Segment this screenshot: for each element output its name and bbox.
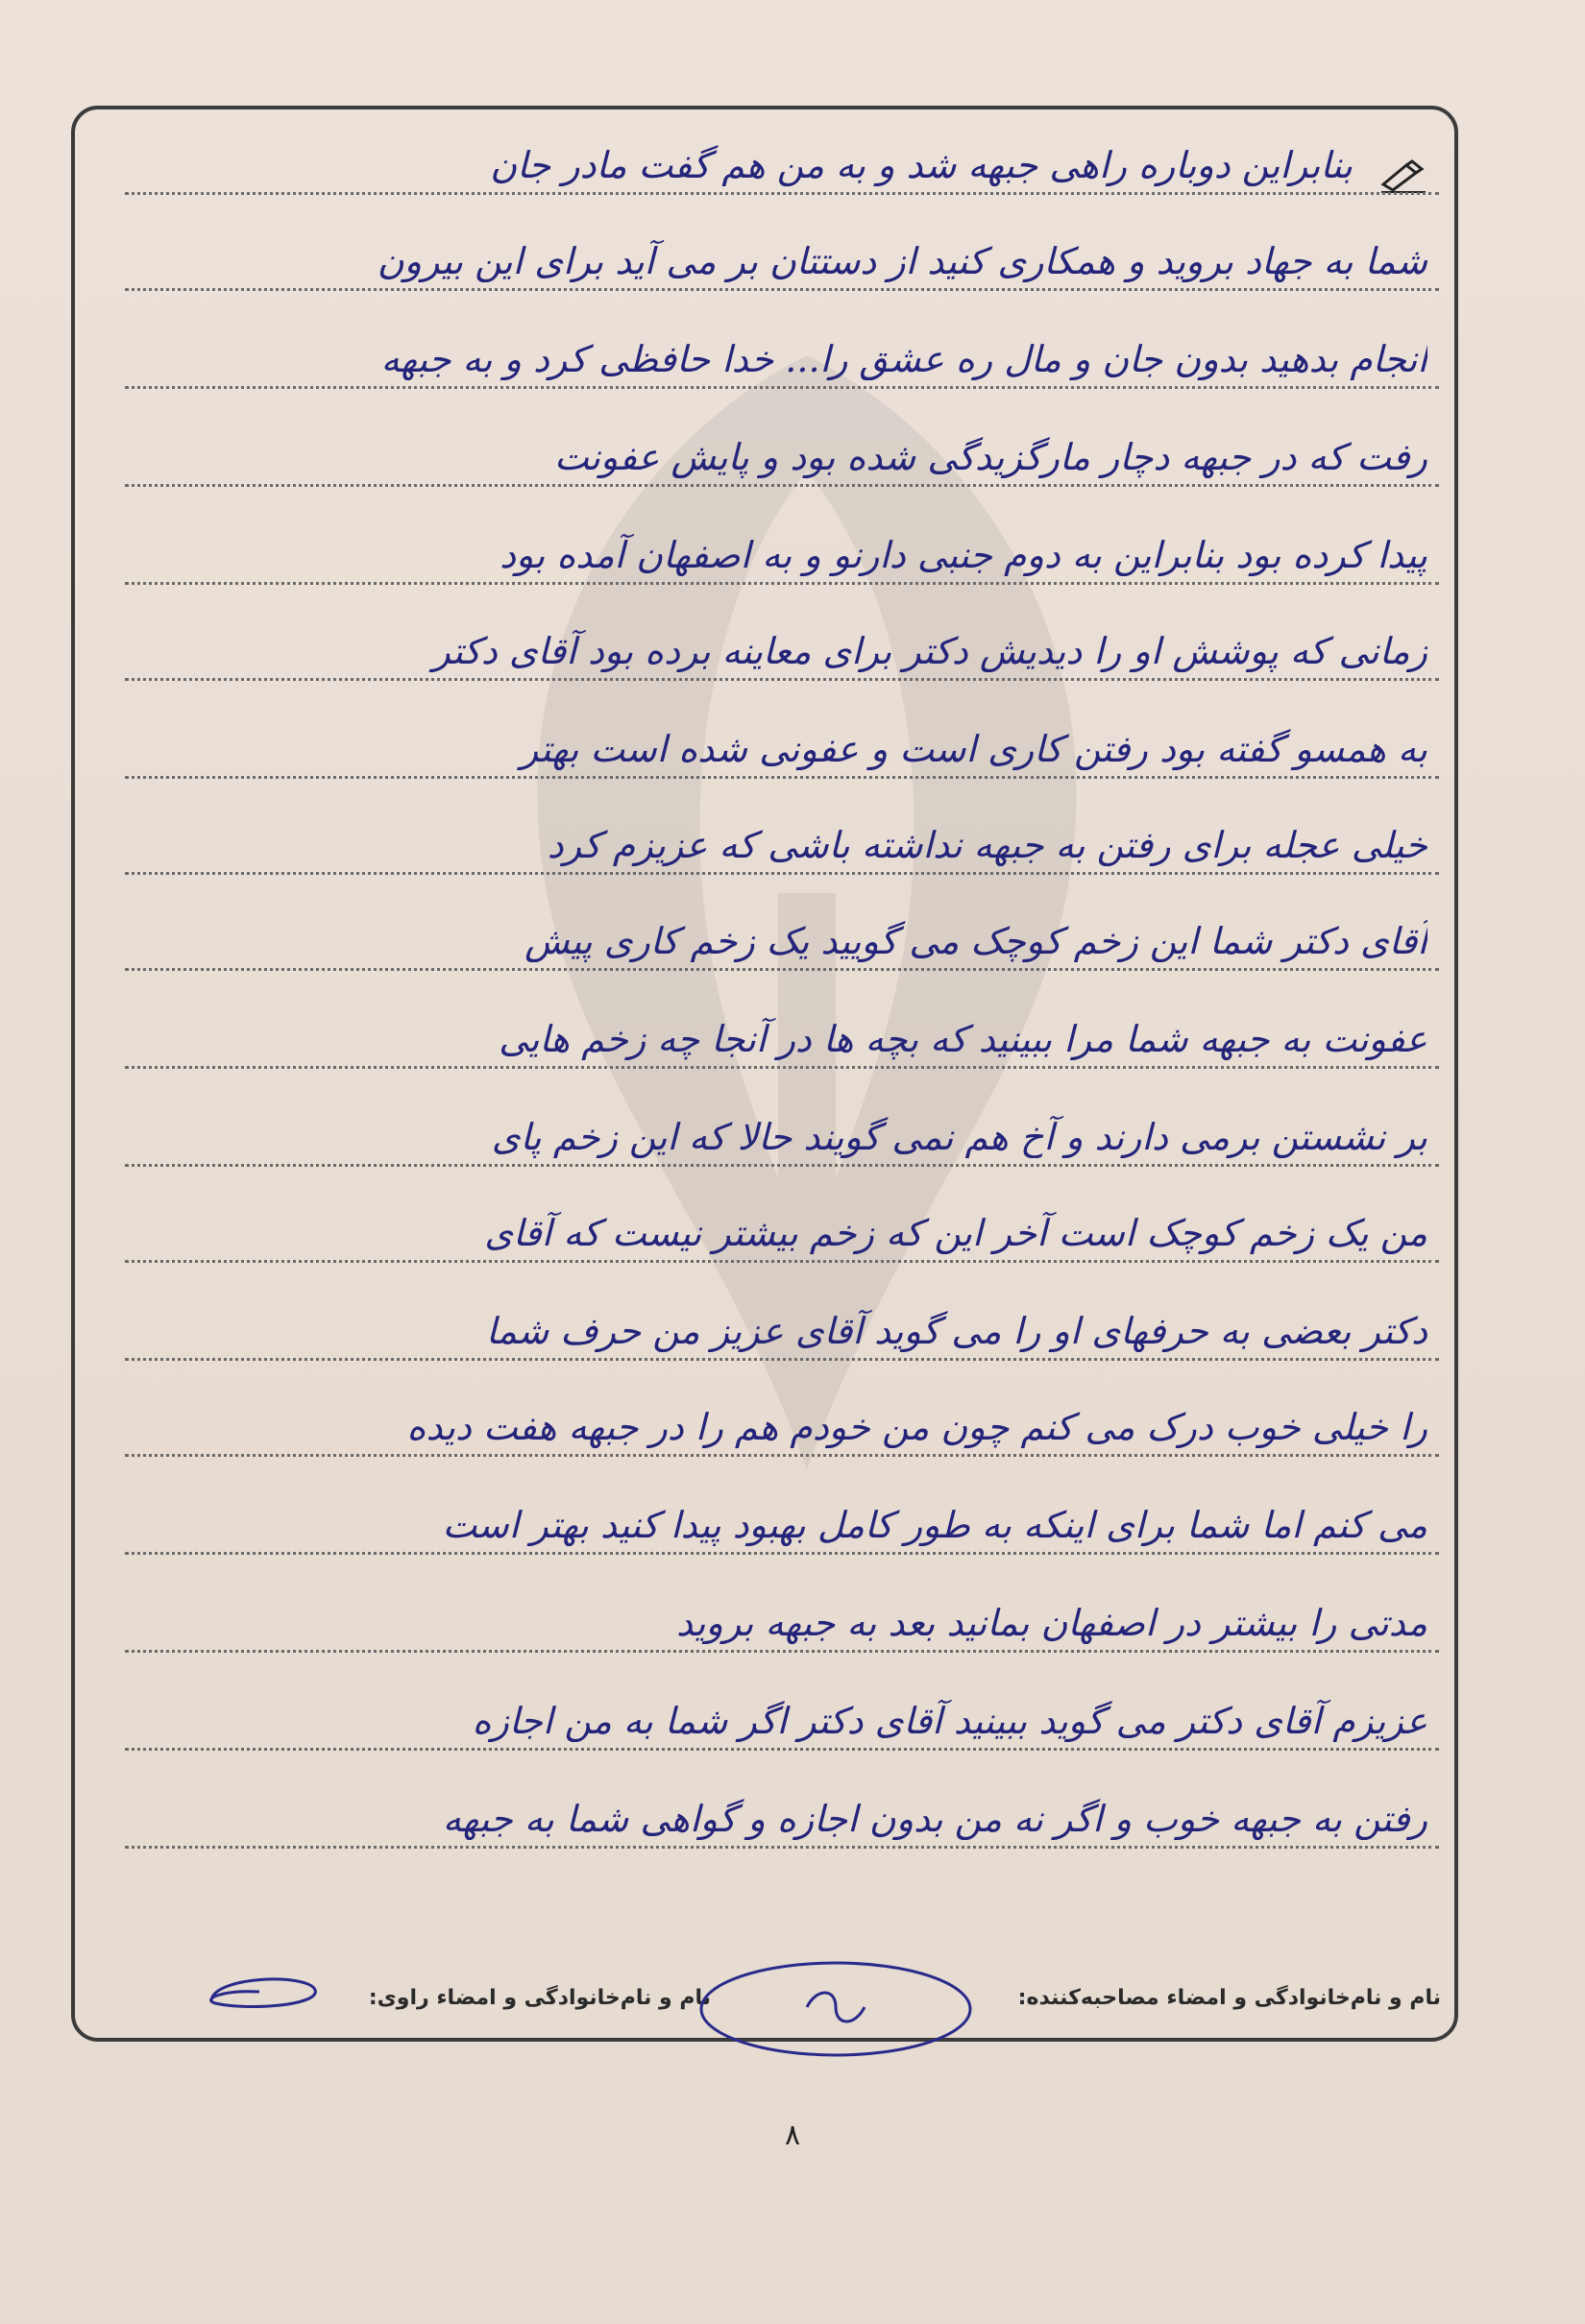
text-line bbox=[125, 1177, 1439, 1263]
text-line bbox=[125, 109, 1439, 195]
line-text: خیلی عجله برای رفتن به جبهه نداشته باشی که عزیزم کرد bbox=[547, 824, 1427, 866]
line-text: پیدا کرده بود بنابراین به دوم جنبی دارنو و به اصفهان آمده بود bbox=[500, 534, 1427, 576]
line-text: بر نشستن برمی دارند و آخ هم نمی گویند حالا که این زخم پای bbox=[491, 1116, 1427, 1158]
line-text: به همسو گفته بود رفتن کاری است و عفونی شده است بهتر bbox=[520, 728, 1427, 770]
text-line bbox=[125, 499, 1439, 585]
line-text: را خیلی خوب درک می کنم چون من خودم هم را در جبهه هفت دیده bbox=[406, 1406, 1427, 1448]
interviewer-signature-label: نام و نام‌خانوادگی و امضاء مصاحبه‌کننده: bbox=[1017, 1986, 1441, 2010]
text-line bbox=[125, 983, 1439, 1069]
line-text: عفونت به جبهه شما مرا ببینید که بچه ها در آنجا چه زخم هایی bbox=[499, 1018, 1427, 1060]
text-line bbox=[125, 595, 1439, 681]
text-line bbox=[125, 885, 1439, 971]
text-line bbox=[125, 206, 1439, 291]
text-line bbox=[125, 693, 1439, 779]
text-line bbox=[125, 1081, 1439, 1167]
line-text: بنابراین دوباره راهی جبهه شد و به من هم گفت مادر جان bbox=[490, 144, 1353, 186]
line-text: مدتی را بیشتر در اصفهان بمانید بعد به جبهه بروید bbox=[675, 1602, 1427, 1644]
text-line bbox=[125, 789, 1439, 875]
text-line bbox=[125, 401, 1439, 487]
line-text: من یک زخم کوچک است آخر این که زخم بیشتر نیست که آقای bbox=[484, 1212, 1427, 1254]
text-line bbox=[125, 1371, 1439, 1457]
line-text: رفتن به جبهه خوب و اگر نه من بدون اجازه و گواهی شما به جبهه bbox=[442, 1798, 1427, 1840]
page-frame bbox=[71, 106, 1458, 2042]
page-number: ۸ bbox=[784, 2118, 801, 2152]
line-text: انجام بدهید بدون جان و مال ره عشق را... خدا حافظی کرد و به جبهه bbox=[380, 338, 1427, 380]
text-line bbox=[125, 1763, 1439, 1849]
line-text: رفت که در جبهه دچار مارگزیدگی شده بود و پایش عفونت bbox=[554, 436, 1427, 478]
text-line bbox=[125, 1665, 1439, 1751]
line-text: عزیزم آقای دکتر می گوید ببینید آقای دکتر اگر شما به من اجازه bbox=[472, 1700, 1427, 1742]
line-text: می کنم اما شما برای اینکه به طور کامل بهبود پیدا کنید بهتر است bbox=[442, 1504, 1427, 1546]
narrator-signature bbox=[192, 1967, 327, 2021]
text-line bbox=[125, 1469, 1439, 1555]
line-text: دکتر بعضی به حرفهای او را می گوید آقای عزیز من حرف شما bbox=[485, 1310, 1427, 1352]
line-text: آقای دکتر شما این زخم کوچک می گویید یک زخم کاری پیش bbox=[524, 920, 1427, 962]
narrator-signature-label: نام و نام‌خانوادگی و امضاء راوی: bbox=[368, 1986, 711, 2010]
interviewer-signature bbox=[692, 1949, 980, 2065]
line-text: شما به جهاد بروید و همکاری کنید از دستتان بر می آید برای این بیرون bbox=[377, 240, 1427, 282]
text-line bbox=[125, 303, 1439, 389]
text-line bbox=[125, 1275, 1439, 1361]
text-line bbox=[125, 1567, 1439, 1653]
line-text: زمانی که پوشش او را دیدیش دکتر برای معاینه برده بود آقای دکتر bbox=[432, 630, 1427, 672]
